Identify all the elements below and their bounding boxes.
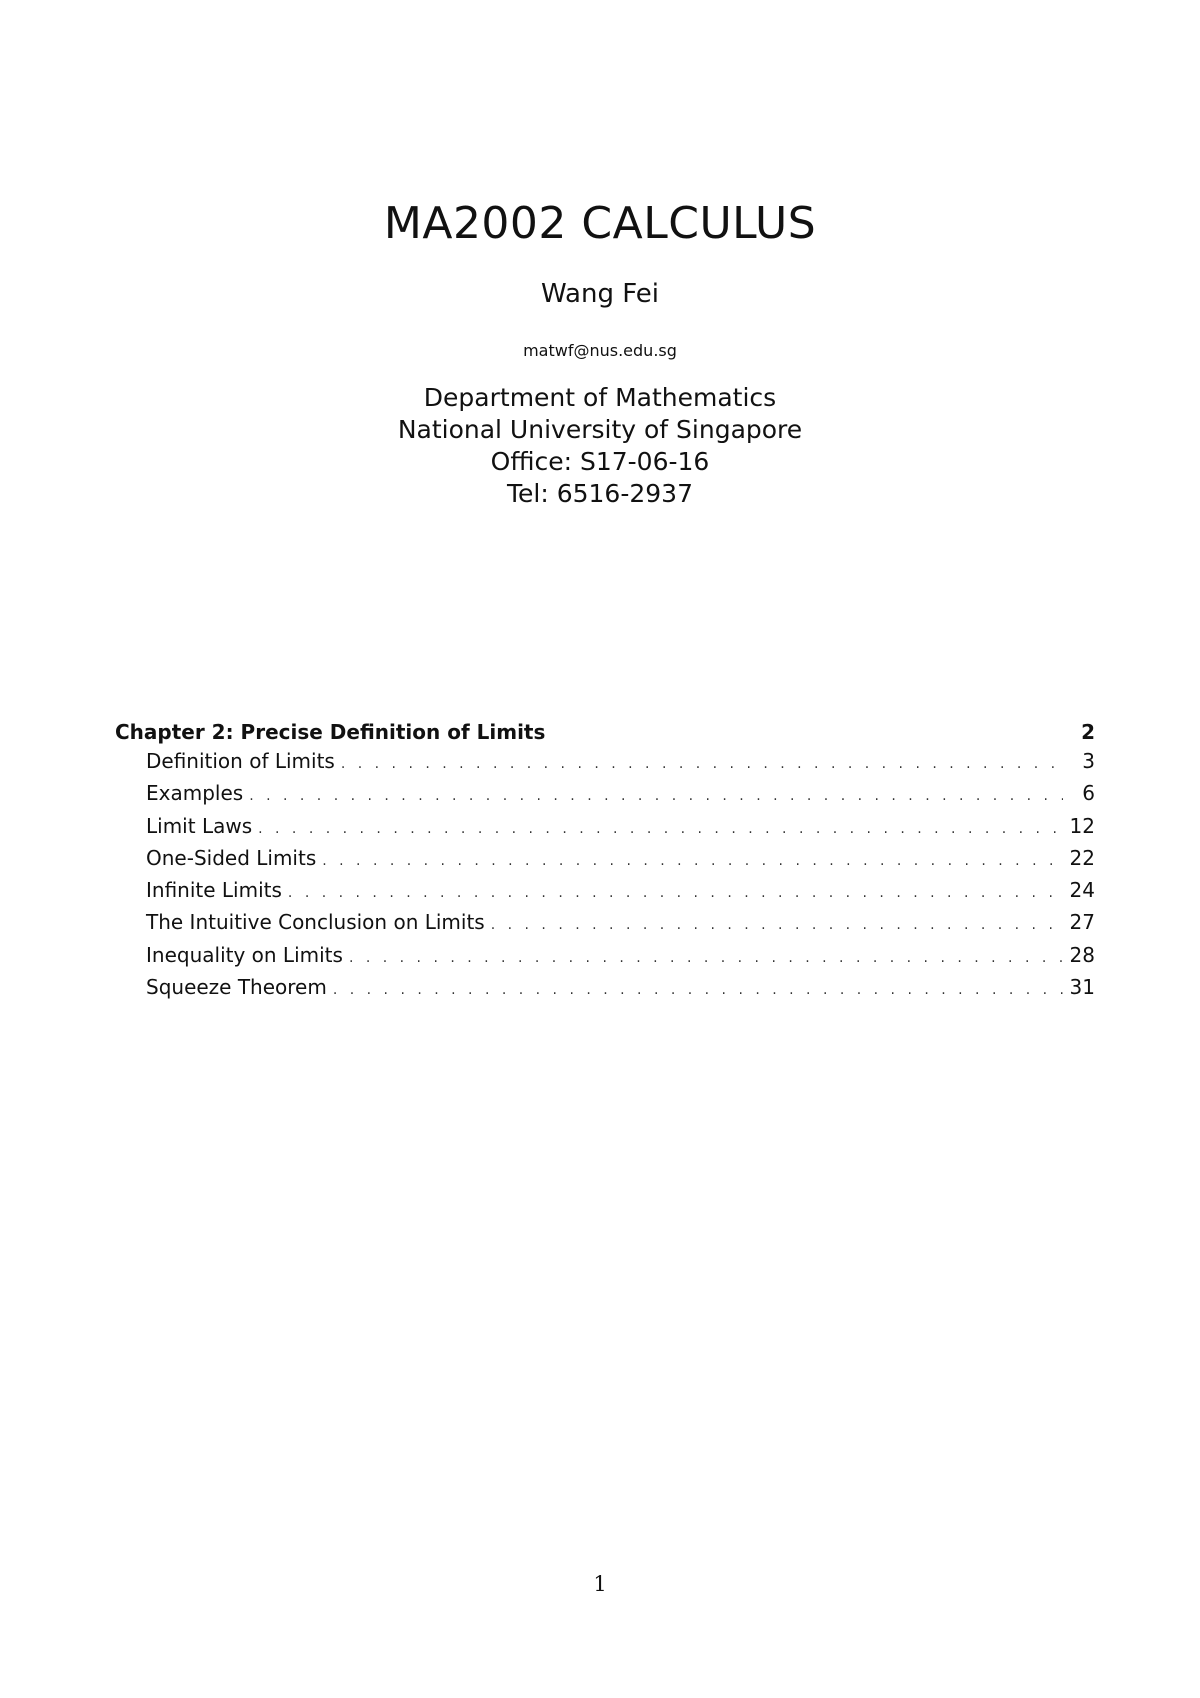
toc-dot-leader (333, 976, 1063, 1005)
department: Department of Mathematics (423, 382, 777, 412)
affiliation-block (0, 382, 1200, 510)
toc-entry-page: 22 (1069, 845, 1095, 870)
toc-chapter-page: 2 (1081, 720, 1095, 744)
toc-chapter-title: Chapter 2: Precise Definition of Limits (115, 720, 546, 744)
toc-dot-leader (322, 847, 1063, 876)
toc-entry-label: Infinite Limits (146, 878, 282, 903)
toc-entry[interactable] (115, 779, 1095, 811)
toc-entry-page: 24 (1069, 878, 1095, 903)
toc-entry-page: 3 (1082, 749, 1095, 773)
toc-entry-label: Squeeze Theorem (146, 975, 327, 1000)
toc-entry-page: 31 (1069, 975, 1095, 1000)
toc-entry-label: The Intuitive Conclusion on Limits (146, 910, 485, 935)
toc-entry-page: 12 (1069, 813, 1095, 838)
toc-entry[interactable] (115, 844, 1095, 876)
toc-dot-leader (249, 782, 1063, 811)
toc-section-list (115, 747, 1095, 1005)
toc-entry-page: 28 (1069, 942, 1095, 967)
toc-dot-leader (491, 911, 1063, 940)
toc-entry[interactable] (115, 747, 1095, 779)
document-title: MA2002 CALCULUS (383, 198, 817, 249)
toc-entry-label: Definition of Limits (146, 749, 335, 773)
toc-entry[interactable] (115, 812, 1095, 844)
page-number: 1 (593, 1572, 607, 1596)
toc-entry-label: Examples (146, 781, 244, 806)
toc-entry[interactable] (115, 973, 1095, 1005)
toc-dot-leader (349, 944, 1063, 973)
toc-entry-page: 6 (1082, 781, 1095, 806)
toc-chapter-entry[interactable] (115, 717, 1095, 747)
toc-entry-label: Limit Laws (146, 813, 253, 838)
toc-entry[interactable] (115, 908, 1095, 940)
office: Office: S17-06-16 (490, 446, 710, 476)
toc-dot-leader (288, 879, 1063, 908)
toc-dot-leader (341, 750, 1063, 779)
toc-dot-leader (258, 815, 1063, 844)
toc-entry[interactable] (115, 876, 1095, 908)
author-name: Wang Fei (541, 278, 659, 309)
toc-entry-label: Inequality on Limits (146, 942, 343, 967)
university: National University of Singapore (397, 414, 803, 444)
toc-entry-page: 27 (1069, 910, 1095, 935)
table-of-contents (115, 717, 1095, 1005)
toc-entry-label: One-Sided Limits (146, 845, 317, 870)
title-block (0, 198, 1200, 510)
telephone: Tel: 6516-2937 (507, 478, 693, 508)
toc-entry[interactable] (115, 941, 1095, 973)
author-email: matwf@nus.edu.sg (523, 340, 677, 360)
